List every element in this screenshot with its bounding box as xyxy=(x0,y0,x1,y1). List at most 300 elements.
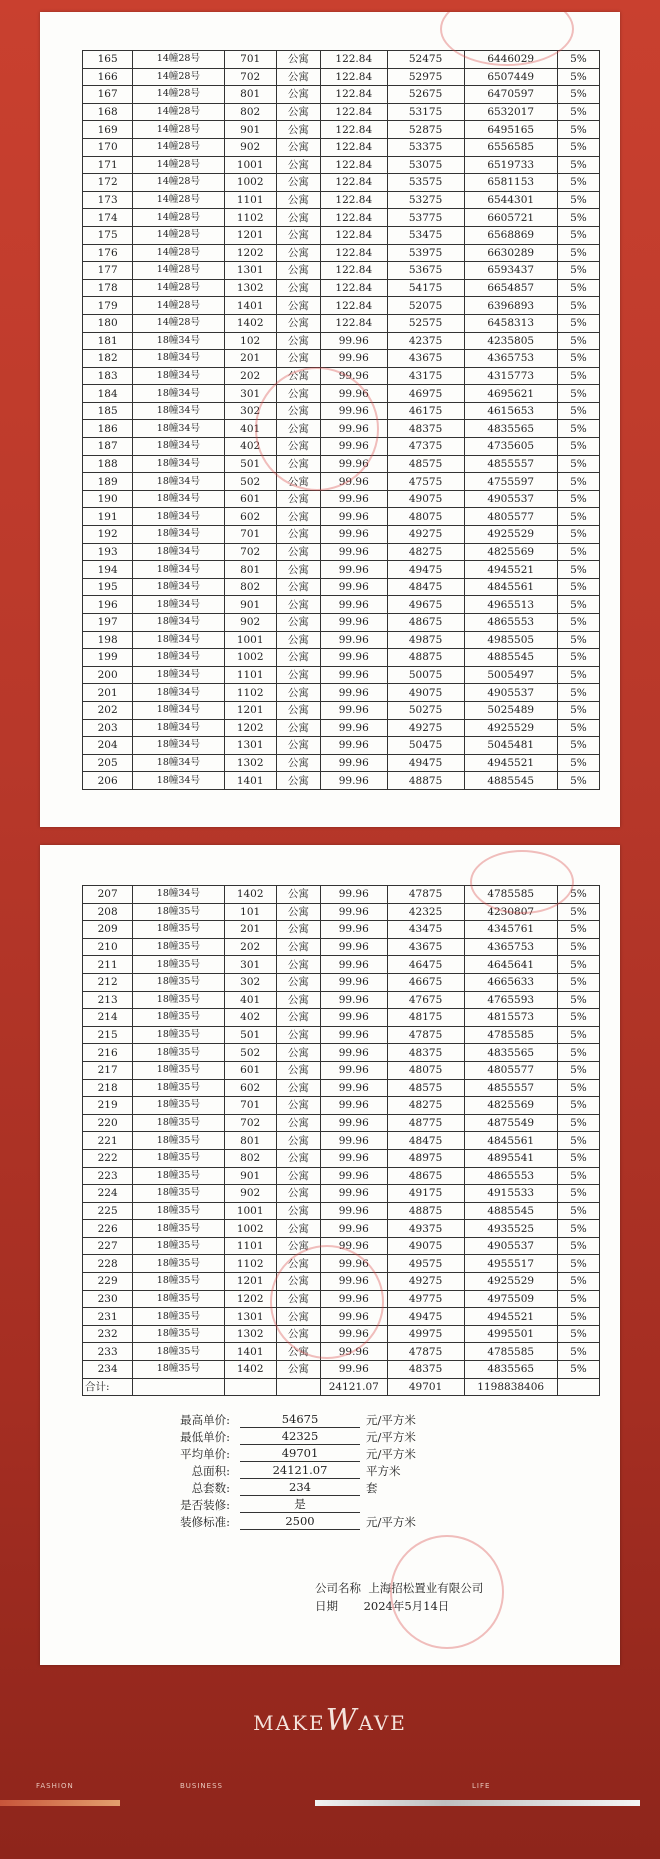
usage-cell: 公寓 xyxy=(276,956,320,974)
rate-cell: 5% xyxy=(557,420,599,438)
row-number-cell: 191 xyxy=(83,508,133,526)
room-cell: 702 xyxy=(224,543,276,561)
area-cell: 99.96 xyxy=(320,1237,387,1255)
total-price-cell: 4825569 xyxy=(464,1097,557,1115)
building-cell: 18幢34号 xyxy=(133,772,224,790)
building-cell: 14幢28号 xyxy=(133,279,224,297)
unit-price-cell: 52075 xyxy=(387,297,464,315)
unit-price-cell: 48675 xyxy=(387,614,464,632)
unit-price-cell: 42375 xyxy=(387,332,464,350)
room-cell: 802 xyxy=(224,1149,276,1167)
area-cell: 99.96 xyxy=(320,666,387,684)
building-cell: 18幢35号 xyxy=(133,1097,224,1115)
room-cell: 401 xyxy=(224,991,276,1009)
usage-cell: 公寓 xyxy=(276,226,320,244)
area-cell: 99.96 xyxy=(320,631,387,649)
room-cell: 1302 xyxy=(224,754,276,772)
table-row xyxy=(83,1026,600,1044)
building-cell: 18幢34号 xyxy=(133,543,224,561)
row-number-cell: 222 xyxy=(83,1149,133,1167)
unit-price-cell: 54175 xyxy=(387,279,464,297)
row-number-cell: 218 xyxy=(83,1079,133,1097)
total-price-cell: 4995501 xyxy=(464,1325,557,1343)
room-cell: 1001 xyxy=(224,156,276,174)
building-cell: 14幢28号 xyxy=(133,103,224,121)
usage-cell: 公寓 xyxy=(276,1308,320,1326)
usage-cell: 公寓 xyxy=(276,973,320,991)
rate-cell: 5% xyxy=(557,719,599,737)
unit-price-cell: 43675 xyxy=(387,938,464,956)
usage-cell: 公寓 xyxy=(276,86,320,104)
usage-cell: 公寓 xyxy=(276,737,320,755)
room-cell: 1202 xyxy=(224,719,276,737)
room-cell: 1302 xyxy=(224,1325,276,1343)
total-price-cell: 6507449 xyxy=(464,68,557,86)
unit-price-cell: 46675 xyxy=(387,973,464,991)
building-cell: 14幢28号 xyxy=(133,68,224,86)
table-row xyxy=(83,455,600,473)
unit-price-cell: 48275 xyxy=(387,543,464,561)
table-row xyxy=(83,402,600,420)
total-price-cell: 4855557 xyxy=(464,455,557,473)
unit-price-cell: 49375 xyxy=(387,1220,464,1238)
area-cell: 99.96 xyxy=(320,719,387,737)
table-row xyxy=(83,1220,600,1238)
rate-cell: 5% xyxy=(557,473,599,491)
building-cell: 18幢34号 xyxy=(133,420,224,438)
unit-price-cell: 52675 xyxy=(387,86,464,104)
rate-cell: 5% xyxy=(557,1167,599,1185)
building-cell: 18幢34号 xyxy=(133,350,224,368)
usage-cell: 公寓 xyxy=(276,332,320,350)
unit-price-cell: 49075 xyxy=(387,490,464,508)
table-row xyxy=(83,332,600,350)
unit-price-cell: 49975 xyxy=(387,1325,464,1343)
usage-cell: 公寓 xyxy=(276,209,320,227)
table-row xyxy=(83,385,600,403)
area-cell: 99.96 xyxy=(320,1097,387,1115)
table-row xyxy=(83,1237,600,1255)
total-price-cell: 6568869 xyxy=(464,226,557,244)
room-cell: 1301 xyxy=(224,262,276,280)
row-number-cell: 165 xyxy=(83,51,133,69)
table-row xyxy=(83,121,600,139)
usage-cell: 公寓 xyxy=(276,385,320,403)
usage-cell: 公寓 xyxy=(276,1361,320,1379)
room-cell: 1301 xyxy=(224,737,276,755)
table-row xyxy=(83,1061,600,1079)
usage-cell: 公寓 xyxy=(276,543,320,561)
rate-cell: 5% xyxy=(557,921,599,939)
rate-cell: 5% xyxy=(557,1009,599,1027)
unit-price-cell: 52975 xyxy=(387,68,464,86)
usage-cell: 公寓 xyxy=(276,1237,320,1255)
total-price-cell: 6396893 xyxy=(464,297,557,315)
room-cell: 802 xyxy=(224,103,276,121)
total-price-cell: 5005497 xyxy=(464,666,557,684)
rate-cell: 5% xyxy=(557,402,599,420)
table-row xyxy=(83,226,600,244)
rate-cell: 5% xyxy=(557,1114,599,1132)
unit-price-cell: 48875 xyxy=(387,649,464,667)
table-row xyxy=(83,561,600,579)
unit-price-cell: 48175 xyxy=(387,1009,464,1027)
room-cell: 1302 xyxy=(224,279,276,297)
rate-cell: 5% xyxy=(557,956,599,974)
unit-price-cell: 47875 xyxy=(387,1026,464,1044)
usage-cell: 公寓 xyxy=(276,297,320,315)
room-cell: 1002 xyxy=(224,174,276,192)
row-number-cell: 186 xyxy=(83,420,133,438)
rate-cell: 5% xyxy=(557,385,599,403)
total-price-cell: 4955517 xyxy=(464,1255,557,1273)
table-row xyxy=(83,508,600,526)
row-number-cell: 210 xyxy=(83,938,133,956)
total-row xyxy=(83,1378,600,1396)
usage-cell: 公寓 xyxy=(276,614,320,632)
table-row xyxy=(83,921,600,939)
room-cell: 1402 xyxy=(224,886,276,904)
total-price-cell: 4865553 xyxy=(464,614,557,632)
building-cell: 18幢35号 xyxy=(133,1361,224,1379)
rate-cell: 5% xyxy=(557,350,599,368)
area-cell: 99.96 xyxy=(320,1343,387,1361)
table-row xyxy=(83,649,600,667)
row-number-cell: 178 xyxy=(83,279,133,297)
area-cell: 99.96 xyxy=(320,350,387,368)
building-cell: 18幢35号 xyxy=(133,956,224,974)
total-price-cell: 4925529 xyxy=(464,719,557,737)
rate-cell: 5% xyxy=(557,614,599,632)
table-row xyxy=(83,1009,600,1027)
building-cell: 14幢28号 xyxy=(133,51,224,69)
table-row xyxy=(83,938,600,956)
rate-cell: 5% xyxy=(557,1132,599,1150)
row-number-cell: 200 xyxy=(83,666,133,684)
room-cell: 1002 xyxy=(224,1220,276,1238)
total-price-cell: 6630289 xyxy=(464,244,557,262)
usage-cell: 公寓 xyxy=(276,121,320,139)
table-row xyxy=(83,614,600,632)
rate-cell: 5% xyxy=(557,1220,599,1238)
total-price-cell: 4815573 xyxy=(464,1009,557,1027)
rate-cell: 5% xyxy=(557,103,599,121)
rate-cell: 5% xyxy=(557,578,599,596)
total-price-cell: 6593437 xyxy=(464,262,557,280)
total-price-cell: 4230807 xyxy=(464,903,557,921)
row-number-cell: 194 xyxy=(83,561,133,579)
building-cell: 18幢35号 xyxy=(133,1343,224,1361)
unit-price-cell: 48575 xyxy=(387,1079,464,1097)
total-usage-cell xyxy=(276,1378,320,1396)
building-cell: 18幢34号 xyxy=(133,701,224,719)
unit-price-cell: 49075 xyxy=(387,1237,464,1255)
building-cell: 18幢34号 xyxy=(133,666,224,684)
rate-cell: 5% xyxy=(557,561,599,579)
date-value: 2024年5月14日 xyxy=(363,1599,450,1613)
table-row xyxy=(83,1325,600,1343)
row-number-cell: 233 xyxy=(83,1343,133,1361)
rate-cell: 5% xyxy=(557,1185,599,1203)
unit-price-cell: 53375 xyxy=(387,138,464,156)
total-price-cell: 4965513 xyxy=(464,596,557,614)
table-row xyxy=(83,1361,600,1379)
usage-cell: 公寓 xyxy=(276,1167,320,1185)
usage-cell: 公寓 xyxy=(276,1290,320,1308)
row-number-cell: 202 xyxy=(83,701,133,719)
usage-cell: 公寓 xyxy=(276,244,320,262)
row-number-cell: 184 xyxy=(83,385,133,403)
table-row xyxy=(83,420,600,438)
row-number-cell: 230 xyxy=(83,1290,133,1308)
table-row xyxy=(83,1114,600,1132)
row-number-cell: 212 xyxy=(83,973,133,991)
rate-cell: 5% xyxy=(557,174,599,192)
table-row xyxy=(83,956,600,974)
room-cell: 701 xyxy=(224,526,276,544)
table-row xyxy=(83,1290,600,1308)
room-cell: 1202 xyxy=(224,244,276,262)
room-cell: 102 xyxy=(224,332,276,350)
room-cell: 402 xyxy=(224,438,276,456)
room-cell: 1202 xyxy=(224,1290,276,1308)
total-price-cell: 4615653 xyxy=(464,402,557,420)
area-cell: 99.96 xyxy=(320,1361,387,1379)
usage-cell: 公寓 xyxy=(276,51,320,69)
total-price-cell: 4945521 xyxy=(464,1308,557,1326)
total-price-cell: 4905537 xyxy=(464,490,557,508)
area-cell: 99.96 xyxy=(320,332,387,350)
rate-cell: 5% xyxy=(557,991,599,1009)
rate-cell: 5% xyxy=(557,886,599,904)
area-cell: 122.84 xyxy=(320,51,387,69)
room-cell: 1301 xyxy=(224,1308,276,1326)
area-cell: 122.84 xyxy=(320,156,387,174)
usage-cell: 公寓 xyxy=(276,772,320,790)
area-cell: 99.96 xyxy=(320,1167,387,1185)
usage-cell: 公寓 xyxy=(276,701,320,719)
price-list-page-2 xyxy=(40,845,620,1665)
date-label: 日期 xyxy=(315,1599,338,1613)
unit-price-cell: 49775 xyxy=(387,1290,464,1308)
total-price-cell: 6446029 xyxy=(464,51,557,69)
room-cell: 902 xyxy=(224,138,276,156)
row-number-cell: 203 xyxy=(83,719,133,737)
area-cell: 122.84 xyxy=(320,121,387,139)
table-row xyxy=(83,886,600,904)
area-cell: 99.96 xyxy=(320,1290,387,1308)
usage-cell: 公寓 xyxy=(276,1273,320,1291)
unit-price-cell: 49175 xyxy=(387,1185,464,1203)
total-price-cell: 4785585 xyxy=(464,886,557,904)
area-cell: 122.84 xyxy=(320,314,387,332)
area-cell: 99.96 xyxy=(320,455,387,473)
total-price-cell: 4885545 xyxy=(464,1202,557,1220)
unit-price-cell: 48575 xyxy=(387,455,464,473)
usage-cell: 公寓 xyxy=(276,1009,320,1027)
building-cell: 14幢28号 xyxy=(133,244,224,262)
usage-cell: 公寓 xyxy=(276,1061,320,1079)
total-price-cell: 4345761 xyxy=(464,921,557,939)
total-price-cell: 4365753 xyxy=(464,350,557,368)
room-cell: 1101 xyxy=(224,191,276,209)
summary-row: 平均单价: 49701 元/平方米 xyxy=(180,1446,416,1461)
row-number-cell: 167 xyxy=(83,86,133,104)
row-number-cell: 231 xyxy=(83,1308,133,1326)
table-row xyxy=(83,1044,600,1062)
area-cell: 99.96 xyxy=(320,1079,387,1097)
total-price-cell: 4365753 xyxy=(464,938,557,956)
usage-cell: 公寓 xyxy=(276,561,320,579)
table-row xyxy=(83,701,600,719)
rate-cell: 5% xyxy=(557,51,599,69)
row-number-cell: 176 xyxy=(83,244,133,262)
area-cell: 122.84 xyxy=(320,262,387,280)
row-number-cell: 170 xyxy=(83,138,133,156)
area-cell: 99.96 xyxy=(320,385,387,403)
area-cell: 99.96 xyxy=(320,684,387,702)
footer-label-center: BUSINESS xyxy=(180,1782,223,1790)
row-number-cell: 188 xyxy=(83,455,133,473)
unit-price-cell: 48775 xyxy=(387,1114,464,1132)
rate-cell: 5% xyxy=(557,226,599,244)
room-cell: 1102 xyxy=(224,209,276,227)
usage-cell: 公寓 xyxy=(276,438,320,456)
usage-cell: 公寓 xyxy=(276,508,320,526)
total-price-cell: 6556585 xyxy=(464,138,557,156)
usage-cell: 公寓 xyxy=(276,1097,320,1115)
row-number-cell: 181 xyxy=(83,332,133,350)
room-cell: 1001 xyxy=(224,1202,276,1220)
company-signature-block xyxy=(315,1580,483,1616)
usage-cell: 公寓 xyxy=(276,754,320,772)
room-cell: 901 xyxy=(224,1167,276,1185)
rate-cell: 5% xyxy=(557,631,599,649)
row-number-cell: 217 xyxy=(83,1061,133,1079)
summary-row: 最高单价: 54675 元/平方米 xyxy=(180,1412,416,1427)
usage-cell: 公寓 xyxy=(276,350,320,368)
row-number-cell: 197 xyxy=(83,614,133,632)
price-table-page-2 xyxy=(82,885,600,1396)
room-cell: 302 xyxy=(224,402,276,420)
room-cell: 901 xyxy=(224,121,276,139)
usage-cell: 公寓 xyxy=(276,1343,320,1361)
building-cell: 18幢35号 xyxy=(133,1237,224,1255)
building-cell: 18幢34号 xyxy=(133,754,224,772)
table-row xyxy=(83,244,600,262)
summary-row: 总套数: 234 套 xyxy=(191,1480,378,1495)
usage-cell: 公寓 xyxy=(276,473,320,491)
room-cell: 301 xyxy=(224,956,276,974)
table-row xyxy=(83,209,600,227)
building-cell: 18幢34号 xyxy=(133,402,224,420)
area-cell: 99.96 xyxy=(320,1149,387,1167)
total-price-cell: 4695621 xyxy=(464,385,557,403)
row-number-cell: 225 xyxy=(83,1202,133,1220)
table-row xyxy=(83,1079,600,1097)
unit-price-cell: 49475 xyxy=(387,1308,464,1326)
room-cell: 1401 xyxy=(224,772,276,790)
usage-cell: 公寓 xyxy=(276,103,320,121)
total-price-cell: 4845561 xyxy=(464,578,557,596)
unit-price-cell: 53775 xyxy=(387,209,464,227)
room-cell: 901 xyxy=(224,596,276,614)
table-row xyxy=(83,719,600,737)
unit-price-cell: 47575 xyxy=(387,473,464,491)
table-row xyxy=(83,973,600,991)
unit-price-cell: 46475 xyxy=(387,956,464,974)
unit-price-cell: 49275 xyxy=(387,526,464,544)
total-price-cell: 6581153 xyxy=(464,174,557,192)
building-cell: 18幢35号 xyxy=(133,1044,224,1062)
area-cell: 99.96 xyxy=(320,754,387,772)
rate-cell: 5% xyxy=(557,1202,599,1220)
total-area-cell: 24121.07 xyxy=(320,1378,387,1396)
table-row xyxy=(83,772,600,790)
room-cell: 501 xyxy=(224,455,276,473)
rate-cell: 5% xyxy=(557,903,599,921)
building-cell: 14幢28号 xyxy=(133,297,224,315)
rate-cell: 5% xyxy=(557,1061,599,1079)
brand-logo: MAKEWAVE xyxy=(253,1703,407,1738)
usage-cell: 公寓 xyxy=(276,1149,320,1167)
room-cell: 1102 xyxy=(224,1255,276,1273)
room-cell: 702 xyxy=(224,68,276,86)
room-cell: 602 xyxy=(224,1079,276,1097)
table-row xyxy=(83,103,600,121)
unit-price-cell: 43675 xyxy=(387,350,464,368)
usage-cell: 公寓 xyxy=(276,1202,320,1220)
rate-cell: 5% xyxy=(557,1097,599,1115)
area-cell: 99.96 xyxy=(320,543,387,561)
row-number-cell: 201 xyxy=(83,684,133,702)
footer-label-right: LIFE xyxy=(472,1782,491,1790)
row-number-cell: 182 xyxy=(83,350,133,368)
total-price-cell: 4925529 xyxy=(464,526,557,544)
total-price-cell: 5025489 xyxy=(464,701,557,719)
rate-cell: 5% xyxy=(557,490,599,508)
area-cell: 99.96 xyxy=(320,903,387,921)
area-cell: 99.96 xyxy=(320,737,387,755)
row-number-cell: 174 xyxy=(83,209,133,227)
room-cell: 601 xyxy=(224,490,276,508)
row-number-cell: 234 xyxy=(83,1361,133,1379)
room-cell: 1402 xyxy=(224,314,276,332)
row-number-cell: 209 xyxy=(83,921,133,939)
total-price-cell: 6458313 xyxy=(464,314,557,332)
usage-cell: 公寓 xyxy=(276,490,320,508)
total-price-cell: 4865553 xyxy=(464,1167,557,1185)
room-cell: 601 xyxy=(224,1061,276,1079)
table-row xyxy=(83,1202,600,1220)
total-price-cell: 4875549 xyxy=(464,1114,557,1132)
rate-cell: 5% xyxy=(557,543,599,561)
usage-cell: 公寓 xyxy=(276,262,320,280)
summary-row: 总面积: 24121.07 平方米 xyxy=(191,1463,401,1478)
building-cell: 14幢28号 xyxy=(133,262,224,280)
table-row xyxy=(83,473,600,491)
area-cell: 122.84 xyxy=(320,226,387,244)
company-name: 上海招松置业有限公司 xyxy=(368,1581,484,1595)
table-row xyxy=(83,262,600,280)
row-number-cell: 208 xyxy=(83,903,133,921)
row-number-cell: 228 xyxy=(83,1255,133,1273)
total-price-cell: 4235805 xyxy=(464,332,557,350)
total-price-cell: 6654857 xyxy=(464,279,557,297)
unit-price-cell: 53475 xyxy=(387,226,464,244)
room-cell: 201 xyxy=(224,921,276,939)
area-cell: 99.96 xyxy=(320,921,387,939)
